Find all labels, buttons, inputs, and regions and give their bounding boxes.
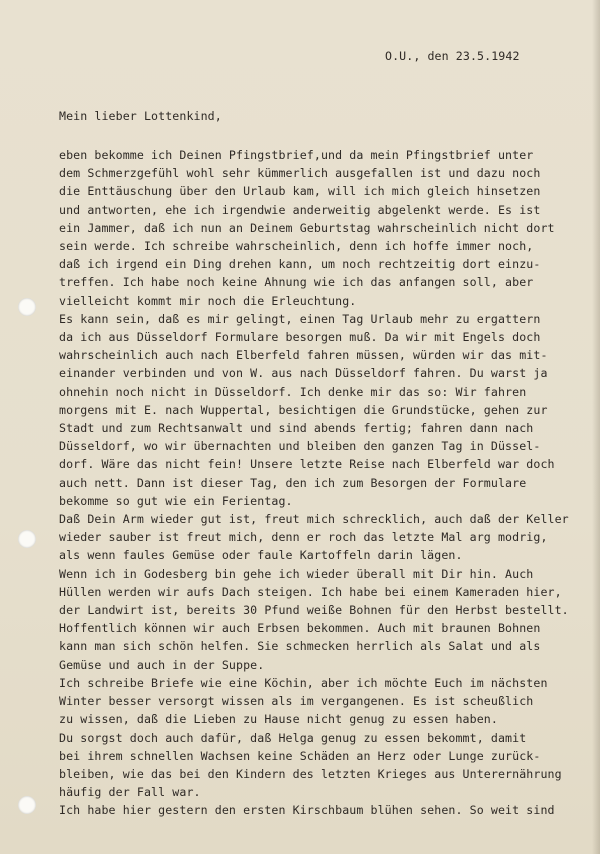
letter-line: dem Schmerzgefühl wohl sehr kümmerlich ausgefallen ist und dazu noch: [59, 166, 541, 181]
letter-line: der Landwirt ist, bereits 30 Pfund weiße Bohnen für den Herbst bestellt.: [59, 603, 569, 618]
letter-line: bei ihrem schnellen Wachsen keine Schäden an Herz oder Lunge zurück-: [59, 748, 541, 763]
letter-line: bekomme so gut wie ein Ferientag.: [59, 493, 293, 508]
punch-hole-top: [18, 298, 36, 316]
letter-line: eben bekomme ich Deinen Pfingstbrief,und da mein Pfingstbrief unter: [59, 148, 534, 162]
letter-line: Es kann sein, daß es mir gelingt, einen Tag Urlaub mehr zu ergattern: [59, 311, 541, 326]
letter-line: häufig der Fall war.: [59, 785, 201, 800]
letter-line: Ich habe hier gestern den ersten Kirschbaum blühen sehen. So weit sind: [59, 803, 555, 818]
letter-line: sein werde. Ich schreibe wahrscheinlich, denn ich hoffe immer noch,: [59, 239, 534, 254]
letter-line: vielleicht kommt mir noch die Erleuchtung.: [59, 293, 357, 308]
letter-line: da ich aus Düsseldorf Formulare besorgen muß. Da wir mit Engels doch: [59, 330, 541, 345]
letter-line: Winter besser versorgt wissen als im vergangenen. Es ist scheußlich: [59, 694, 534, 709]
letter-body: [59, 146, 569, 820]
letter-line: Daß Dein Arm wieder gut ist, freut mich schrecklich, auch daß der Keller: [59, 512, 569, 527]
letter-line: treffen. Ich habe noch keine Ahnung wie ich das anfangen soll, aber: [59, 275, 534, 290]
punch-hole-middle: [18, 530, 36, 548]
punch-hole-bottom: [18, 796, 36, 814]
letter-line: Du sorgst doch auch dafür, daß Helga genug zu essen bekommt, damit: [59, 730, 527, 745]
letter-line: zu wissen, daß die Lieben zu Hause nicht genug zu essen haben.: [59, 712, 498, 727]
letter-line: auch nett. Dann ist dieser Tag, den ich zum Besorgen der Formulare: [59, 475, 527, 490]
letter-line: ein Jammer, daß ich nun an Deinem Geburtstag wahrscheinlich nicht dort: [59, 220, 555, 235]
letter-line: dorf. Wäre das nicht fein! Unsere letzte Reise nach Elberfeld war doch: [59, 457, 555, 472]
letter-line: morgens mit E. nach Wuppertal, besichtigen die Grundstücke, gehen zur: [59, 402, 548, 417]
letter-line: einander verbinden und von W. aus nach Düsseldorf fahren. Du warst ja: [59, 366, 548, 381]
letter-line: Stadt und zum Rechtsanwalt und sind abends fertig; fahren dann nach: [59, 421, 534, 436]
letter-line: die Enttäuschung über den Urlaub kam, will ich mich gleich hinsetzen: [59, 184, 541, 199]
date-line: O.U., den 23.5.1942: [385, 49, 520, 63]
letter-line: Düsseldorf, wo wir übernachten und bleiben den ganzen Tag in Düssel-: [59, 439, 541, 454]
letter-line: Ich schreibe Briefe wie eine Köchin, aber ich möchte Euch im nächsten: [59, 675, 548, 690]
letter-line: wahrscheinlich auch nach Elberfeld fahren müssen, würden wir das mit-: [59, 348, 548, 363]
salutation: Mein lieber Lottenkind,: [59, 109, 222, 123]
letter-line: Hoffentlich können wir auch Erbsen bekommen. Auch mit braunen Bohnen: [59, 621, 541, 636]
letter-line: als wenn faules Gemüse oder faule Kartoffeln darin lägen.: [59, 548, 463, 563]
letter-line: wieder sauber ist freut mich, denn er roch das letzte Mal arg modrig,: [59, 530, 548, 545]
letter-line: kann man sich schön helfen. Sie schmecken herrlich als Salat und als: [59, 639, 541, 654]
letter-line: ohnehin noch nicht in Düsseldorf. Ich denke mir das so: Wir fahren: [59, 384, 527, 399]
letter-line: Hüllen werden wir aufs Dach steigen. Ich habe bei einem Kameraden hier,: [59, 584, 562, 599]
letter-line: Gemüse und auch in der Suppe.: [59, 657, 265, 672]
letter-line: Wenn ich in Godesberg bin gehe ich wieder überall mit Dir hin. Auch: [59, 566, 534, 581]
letter-line: bleiben, wie das bei den Kindern des letzten Krieges aus Unterernährung: [59, 766, 562, 781]
letter-line: und antworten, ehe ich irgendwie anderweitig abgelenkt werde. Es ist: [59, 202, 541, 217]
letter-line: daß ich irgend ein Ding drehen kann, um noch rechtzeitig dort einzu-: [59, 257, 541, 272]
page-edge-shadow: [592, 0, 600, 854]
